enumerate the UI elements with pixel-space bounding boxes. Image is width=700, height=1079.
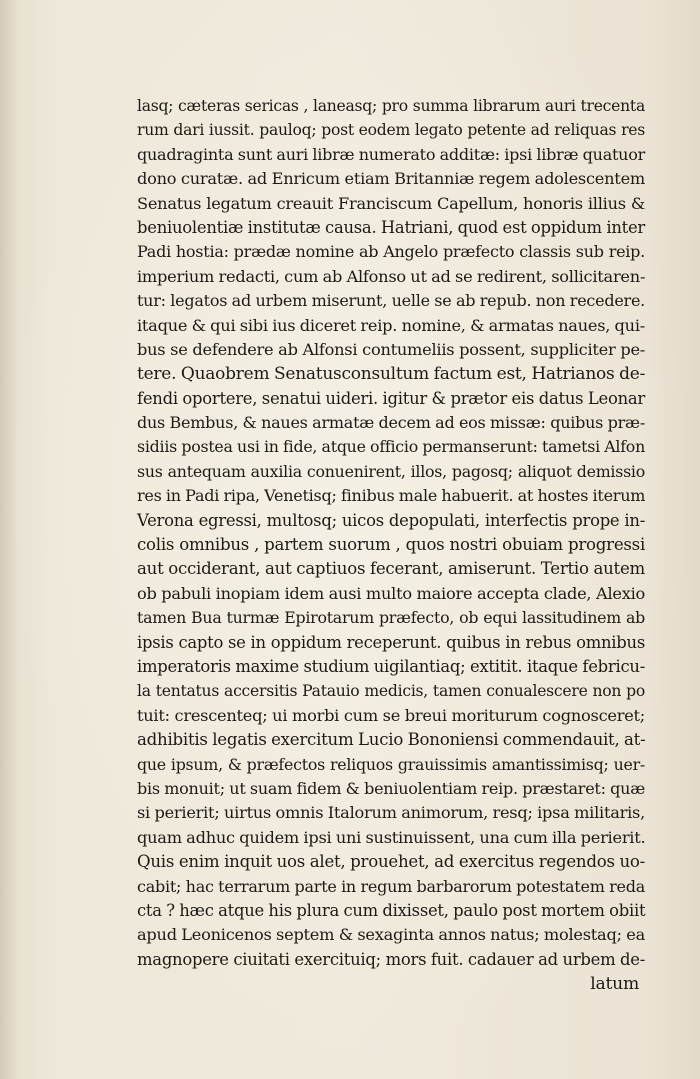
text-line: bus se defendere ab Alfonsi contumeliis possent, suppliciter pe- [137, 339, 645, 359]
text-line: aut occiderant, aut captiuos fecerant, amiserunt. Tertio autem [137, 559, 645, 579]
text-line: tere. Quaobrem Senatusconsultum factum est, Hatrianos de- [137, 364, 646, 385]
text-line: apud Leonicenos septem & sexaginta annos natus; molestaq; ea [137, 925, 645, 945]
text-line: ipsis capto se in oppidum receperunt. quibus in rebus omnibus [137, 632, 645, 652]
text-line: tamen Bua turmæ Epirotarum præfecto, ob equi lassitudinem ab [137, 608, 645, 628]
text-line: lasq; cæteras sericas , laneasq; pro summa librarum auri trecenta [137, 97, 645, 115]
text-line: Quis enim inquit uos alet, prouehet, ad exercitus regendos uo- [137, 852, 645, 872]
text-line: si perierit; uirtus omnis Italorum animorum, resq; ipsa militaris, [137, 803, 645, 823]
text-line: cta ? hæc atque his plura cum dixisset, paulo post mortem obiit [137, 900, 646, 920]
latin-text-block [137, 94, 645, 996]
text-line: bis monuit; ut suam fidem & beniuolentiam reip. præstaret: quæ [137, 778, 645, 798]
text-line: sidiis postea usi in fide, atque officio permanserunt: tametsi Alfon [137, 437, 645, 457]
text-line: adhibitis legatis exercitum Lucio Bononiensi commendauit, at- [137, 730, 646, 750]
text-line: dus Bembus, & naues armatæ decem ad eos missæ: quibus præ- [137, 413, 645, 433]
text-line: dono curatæ. ad Enricum etiam Britanniæ regem adolescentem [137, 169, 645, 189]
page-gutter-shadow [0, 0, 18, 1079]
text-line: la tentatus accersitis Patauio medicis, tamen conualescere non po [137, 682, 645, 701]
text-line: cabit; hac terrarum parte in regum barbarorum potestatem reda [137, 876, 645, 896]
text-line: itaque & qui sibi ius diceret reip. nomine, & armatas naues, qui- [137, 315, 645, 335]
text-line: que ipsum, & præfectos reliquos grauissimis amantissimisq; uer- [137, 754, 645, 774]
text-line: latum [590, 974, 639, 995]
text-line: tur: legatos ad urbem miserunt, uelle se ab repub. non recedere. [137, 291, 645, 311]
text-line: rum dari iussit. pauloq; post eodem legato petente ad reliquas res [137, 121, 645, 140]
text-line: quam adhuc quidem ipsi uni sustinuissent, una cum illa perierit. [137, 827, 646, 847]
text-line: Verona egressi, multosq; uicos depopulati, interfectis prope in- [137, 510, 645, 530]
text-line: imperium redacti, cum ab Alfonso ut ad se redirent, sollicitaren- [137, 266, 646, 286]
text-line: sus antequam auxilia conuenirent, illos, pagosq; aliquot demissio [137, 461, 645, 481]
text-line: quadraginta sunt auri libræ numerato additæ: ipsi libræ quatuor [137, 144, 645, 164]
text-line: imperatoris maxime studium uigilantiaq; extitit. itaque febricu- [137, 656, 645, 676]
text-line: Padi hostia: prædæ nomine ab Angelo præfecto classis sub reip. [137, 242, 645, 262]
text-line: magnopere ciuitati exercituiq; mors fuit. cadauer ad urbem de- [137, 949, 645, 969]
text-line: ob pabuli inopiam idem ausi multo maiore accepta clade, Alexio [137, 583, 645, 603]
text-line: Senatus legatum creauit Franciscum Capellum, honoris illius & [137, 193, 645, 213]
text-line: tuit: crescenteq; ui morbi cum se breui moriturum cognosceret; [137, 705, 645, 725]
text-line: colis omnibus , partem suorum , quos nostri obuiam progressi [137, 535, 645, 555]
text-line: fendi oportere, senatui uideri. igitur & prætor eis datus Leonar [137, 388, 645, 408]
text-line: res in Padi ripa, Venetisq; finibus male habuerit. at hostes iterum [137, 486, 646, 506]
text-line: beniuolentiæ institutæ causa. Hatriani, quod est oppidum inter [137, 217, 645, 237]
